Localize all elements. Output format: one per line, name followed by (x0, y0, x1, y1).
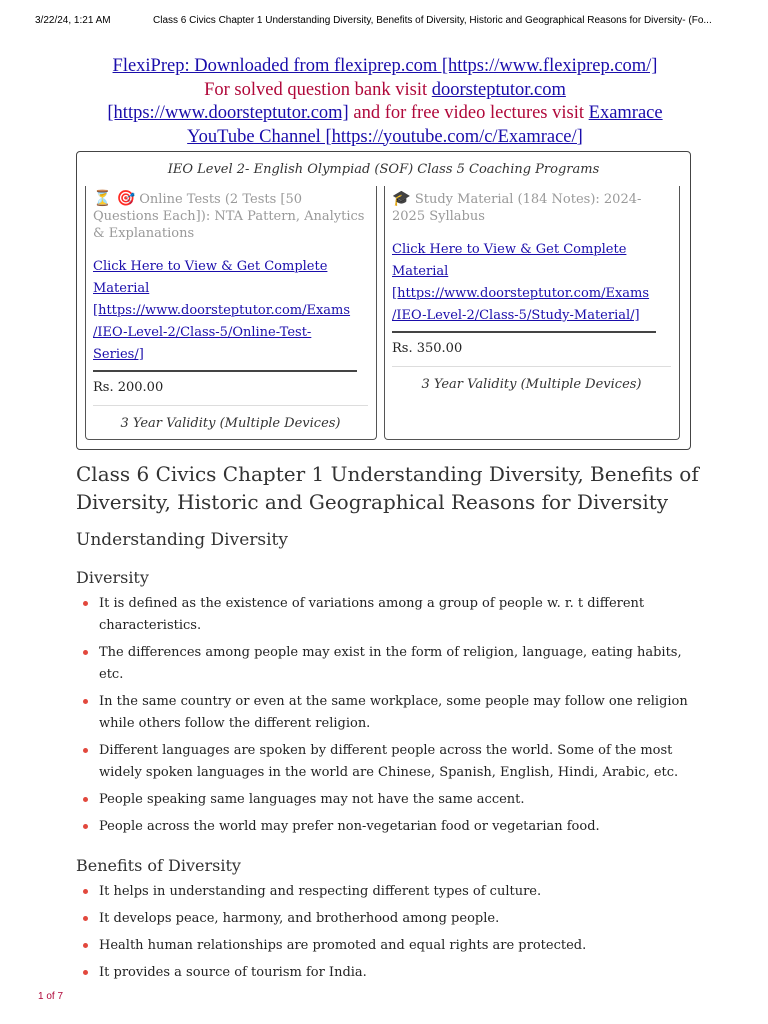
print-header (0, 15, 768, 29)
banner-text-1: For solved question bank visit (204, 79, 432, 100)
list-item: People speaking same languages may not have the same accent. (76, 789, 696, 811)
page-counter: 1 of 7 (38, 991, 64, 1002)
link-line[interactable]: Material (93, 281, 150, 296)
examrace-link[interactable]: Examrace (588, 103, 663, 123)
list-item: People across the world may prefer non-vegetarian food or vegetarian food. (76, 816, 696, 838)
card-heading (93, 190, 368, 242)
link-line[interactable]: Material (392, 264, 449, 279)
list-item: It helps in understanding and respecting different types of culture. (76, 881, 696, 903)
list-item: It provides a source of tourism for India. (76, 962, 696, 984)
link-line[interactable]: Click Here to View & Get Complete (392, 242, 627, 257)
link-line[interactable]: [https://www.doorsteptutor.com/Exams (93, 303, 351, 318)
card-heading-text: Online Tests (2 Tests [50 Questions Each]): NTA Pattern, Analytics & Explanations (93, 192, 365, 241)
validity-note: 3 Year Validity (Multiple Devices) (392, 366, 671, 392)
flexiprep-link[interactable]: FlexiPrep: Downloaded from flexiprep.com [https://www.flexiprep.com/] (112, 56, 658, 76)
validity-note: 3 Year Validity (Multiple Devices) (93, 405, 368, 431)
online-tests-card (85, 186, 377, 440)
online-tests-link[interactable] (93, 256, 368, 366)
diversity-list (76, 593, 696, 843)
source-banner (60, 55, 710, 149)
subheading-benefits: Benefits of Diversity (76, 856, 241, 875)
section-heading: Understanding Diversity (76, 530, 288, 550)
link-line[interactable]: Series/] (93, 347, 144, 362)
list-item: It develops peace, harmony, and brotherhood among people. (76, 908, 696, 930)
list-item: It is defined as the existence of variations among a group of people w. r. t different characteristics. (76, 593, 696, 637)
print-timestamp: 3/22/24, 1:21 AM (35, 15, 111, 26)
link-line[interactable]: /IEO-Level-2/Class-5/Online-Test- (93, 325, 312, 340)
list-item: The differences among people may exist in the form of religion, language, eating habits, etc. (76, 642, 696, 686)
study-material-link[interactable] (392, 239, 671, 327)
doorsteptutor-url-link[interactable]: [https://www.doorsteptutor.com] (107, 103, 349, 123)
list-item: Different languages are spoken by different people across the world. Some of the most widely spoken languages in the world are Chinese, Spanish, English, Hindi, Arabic, etc. (76, 740, 696, 784)
graduation-cap-icon: 🎓 (392, 189, 411, 207)
study-material-card (384, 186, 680, 440)
card-heading-text: Study Material (184 Notes): 2024-2025 Syllabus (392, 192, 642, 224)
card-heading (392, 190, 671, 225)
coaching-promo-box (76, 151, 691, 450)
price: Rs. 200.00 (93, 370, 357, 395)
link-line[interactable]: [https://www.doorsteptutor.com/Exams (392, 286, 650, 301)
hourglass-target-icon: ⏳ 🎯 (93, 189, 136, 207)
print-doc-title: Class 6 Civics Chapter 1 Understanding Diversity, Benefits of Diversity, Historic and Geographical Reasons for Diversity- (Fo... (153, 15, 712, 26)
link-line[interactable]: /IEO-Level-2/Class-5/Study-Material/] (392, 308, 640, 323)
subheading-diversity: Diversity (76, 568, 149, 587)
page-title: Class 6 Civics Chapter 1 Understanding Diversity, Benefits of Diversity, Historic and Geographical Reasons for Diversity (76, 462, 699, 514)
doorsteptutor-link[interactable]: doorsteptutor.com (431, 79, 566, 100)
list-item: Health human relationships are promoted and equal rights are protected. (76, 935, 696, 957)
banner-text-2: and for free video lectures visit (348, 103, 589, 123)
list-item: In the same country or even at the same workplace, some people may follow one religion while others follow the different religion. (76, 691, 696, 735)
youtube-channel-link[interactable]: YouTube Channel [https://youtube.com/c/Examrace/] (187, 126, 583, 147)
price: Rs. 350.00 (392, 331, 656, 356)
link-line[interactable]: Click Here to View & Get Complete (93, 259, 328, 274)
promo-title: IEO Level 2- English Olympiad (SOF) Class 5 Coaching Programs (167, 162, 600, 177)
benefits-list (76, 881, 696, 989)
